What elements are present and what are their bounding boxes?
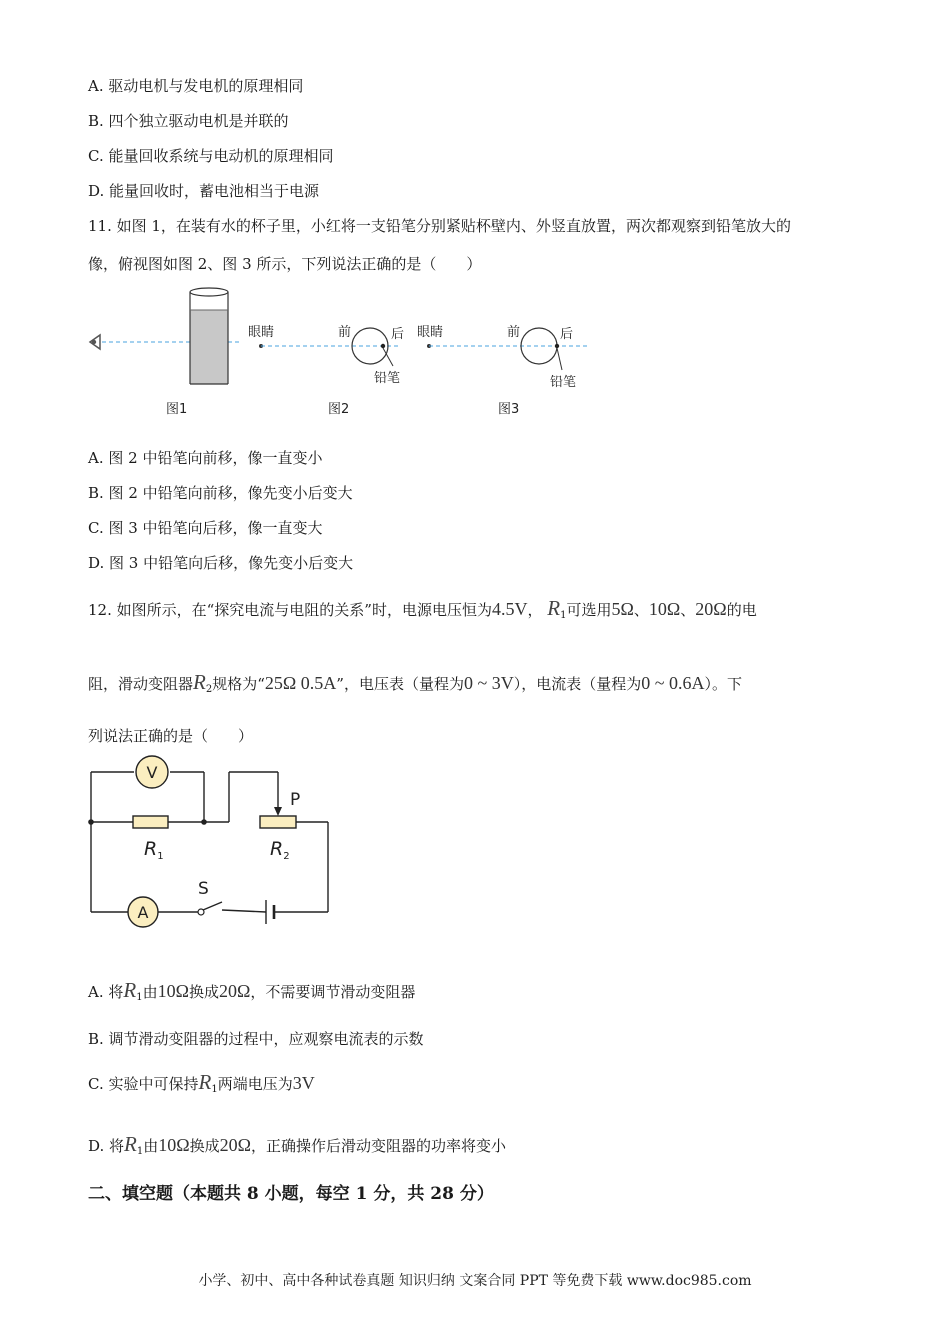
q10-option-a: A. 驱动电机与发电机的原理相同 xyxy=(88,77,304,95)
q12-stem-line3: 列说法正确的是（ ） xyxy=(88,727,254,745)
q12-option-a: A. 将$R_1$由10Ω换成20Ω，不需要调节滑动变阻器 xyxy=(88,978,416,1003)
fig3-pencil-dot xyxy=(555,344,559,348)
switch-label: S xyxy=(198,879,209,899)
q11-option-d: D. 图 3 中铅笔向后移，像先变小后变大 xyxy=(88,554,354,572)
r2-label: $R_2$ xyxy=(270,838,290,862)
q12-l2-e: ）。下 xyxy=(704,675,742,693)
q12-l1-b: ， xyxy=(527,601,543,619)
q11-stem-line2: 像，俯视图如图 2、图 3 所示，下列说法正确的是（ ） xyxy=(88,255,482,273)
voltmeter-label: V xyxy=(146,763,158,782)
q10-option-d: D. 能量回收时，蓄电池相当于电源 xyxy=(88,182,320,200)
fig2-eye-label: 眼睛 xyxy=(248,325,275,340)
q12-l2-a: 阻，滑动变阻器 xyxy=(88,675,194,693)
fig2-back-label: 后 xyxy=(391,327,405,342)
q10-option-b: B. 四个独立驱动电机是并联的 xyxy=(88,112,289,130)
q12-res-c: 20Ω xyxy=(695,599,727,619)
fig2-front-label: 前 xyxy=(338,325,352,340)
q12-circuit xyxy=(80,755,350,935)
fig3-eye-label: 眼睛 xyxy=(417,325,444,340)
q12-stem-line1 xyxy=(88,598,757,626)
q12-stem-line2 xyxy=(88,672,742,700)
q11-stem-line1: 11. 如图 1，在装有水的杯子里，小红将一支铅笔分别紧贴杯壁内、外竖直放置，两次都观察到铅笔放大的 xyxy=(88,217,791,235)
q12-l2-d: ），电流表（量程为 xyxy=(513,675,642,693)
q11-option-c: C. 图 3 中铅笔向后移，像一直变大 xyxy=(88,519,323,537)
q12-r2-symbol: R xyxy=(193,670,206,694)
resistor-r1 xyxy=(133,816,168,828)
q12-v-range: 0 ~ 3V xyxy=(463,673,514,693)
q12-res-b: 10Ω xyxy=(648,599,681,619)
q10-option-c: C. 能量回收系统与电动机的原理相同 xyxy=(88,147,334,165)
fig2-label: 图2 xyxy=(328,402,350,417)
q12-sep1: 、 xyxy=(633,601,649,619)
q12-r1-symbol: R xyxy=(547,596,561,620)
fig3-pencil-label: 铅笔 xyxy=(550,375,577,390)
q12-l1-a: 12. 如图所示，在“探究电流与电阻的关系”时，电源电压恒为 xyxy=(88,601,492,619)
fig2-pencil-dot xyxy=(381,344,385,348)
ammeter-label: A xyxy=(137,903,149,922)
q12-l2-c: ”，电压表（量程为 xyxy=(336,675,464,693)
fig2-pencil-label: 铅笔 xyxy=(374,371,401,386)
junction-right xyxy=(201,819,207,825)
eye-icon xyxy=(90,335,100,349)
slider-arrow-icon xyxy=(274,807,282,816)
fig3-label: 图3 xyxy=(498,402,520,417)
fig3-front-label: 前 xyxy=(507,325,521,340)
fig1-label: 图1 xyxy=(166,402,188,417)
q11-option-b: B. 图 2 中铅笔向前移，像先变小后变大 xyxy=(88,484,353,502)
q12-voltage: 4.5V xyxy=(491,599,528,619)
q12-l1-c: 可选用 xyxy=(566,601,612,619)
section-2-heading: 二、填空题（本题共 8 小题，每空 1 分，共 28 分） xyxy=(88,1184,494,1204)
q12-res-a: 5Ω xyxy=(611,599,634,619)
q12-l1-d: 的电 xyxy=(726,601,757,619)
q12-spec: 25Ω 0.5A xyxy=(264,673,337,693)
q11-option-a: A. 图 2 中铅笔向前移，像一直变小 xyxy=(88,449,323,467)
r1-label: $R_1$ xyxy=(144,838,164,862)
q11-figure xyxy=(80,280,600,420)
q12-option-d: D. 将$R_1$由10Ω换成20Ω，正确操作后滑动变阻器的功率将变小 xyxy=(88,1132,507,1157)
fig1-cup xyxy=(190,288,228,384)
q12-a-range: 0 ~ 0.6A xyxy=(641,673,705,693)
fig3-back-label: 后 xyxy=(560,327,574,342)
q12-option-b: B. 调节滑动变阻器的过程中，应观察电流表的示数 xyxy=(88,1030,424,1048)
junction-left xyxy=(88,819,94,825)
resistor-r2 xyxy=(260,816,296,828)
q12-r1-sub: 1 xyxy=(560,610,567,621)
fig3-pencil-pointer xyxy=(557,348,562,370)
page-footer: 小学、初中、高中各种试卷真题 知识归纳 文案合同 PPT 等免费下载 www.doc985.com xyxy=(198,1273,752,1289)
switch-lever xyxy=(203,902,222,910)
q12-r2-sub: 2 xyxy=(205,684,213,695)
q12-sep2: 、 xyxy=(680,601,696,619)
q12-l2-b: 规格为“ xyxy=(212,675,265,693)
q12-option-c: C. 实验中可保持$R_1$两端电压为3V xyxy=(88,1070,315,1095)
slider-label: P xyxy=(290,790,301,810)
